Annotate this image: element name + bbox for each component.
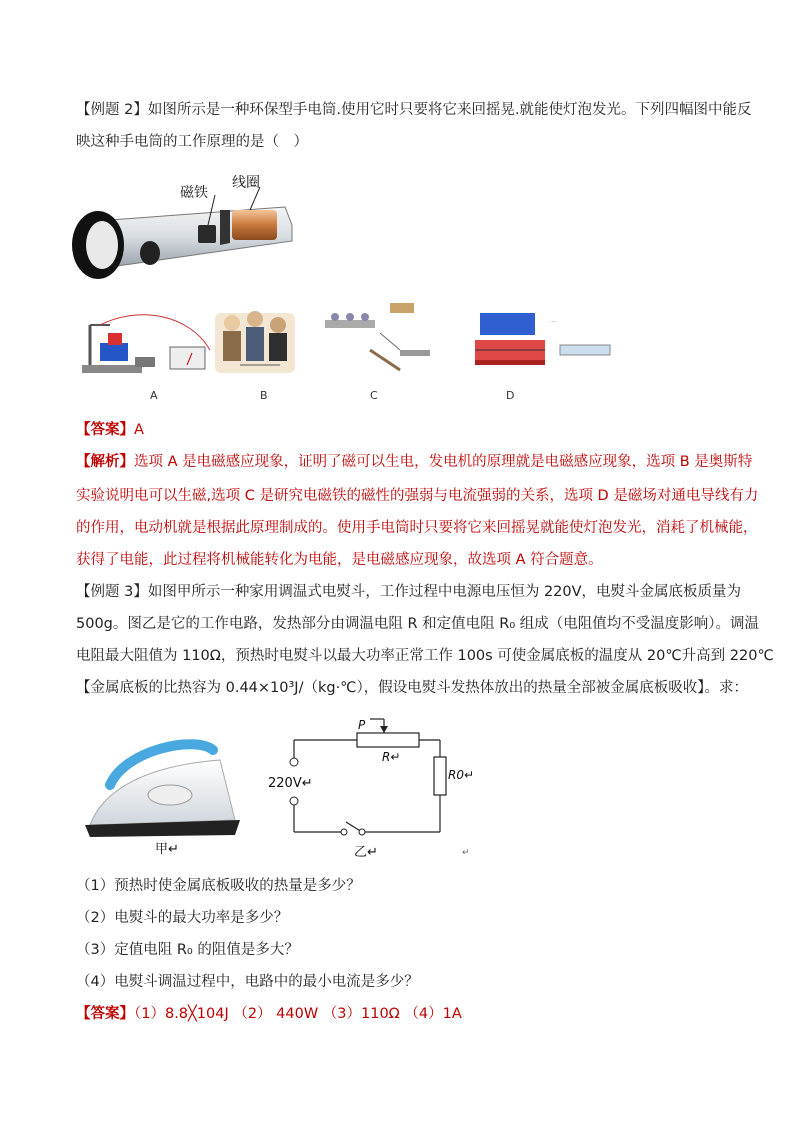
question-2: （2）电熨斗的最大功率是多少？ <box>76 910 289 926</box>
example3-answer: 【答案】（1）8.8╳104J （2） 440W （3）110Ω （4）1A <box>76 1006 462 1022</box>
option-d-label: D <box>506 389 515 402</box>
fig-yi-label: 乙↵ <box>354 845 378 860</box>
resistor-r0-label: R0↵ <box>448 768 472 782</box>
example3-question-line2: 500g。图乙是它的工作电路，发热部分由调温电阻 R 和定值电阻 R₀ 组成（电阻值均不受温度影响）。调温 <box>76 616 760 632</box>
question-3: （3）定值电阻 R₀ 的阻值是多大？ <box>76 942 299 958</box>
iron-figure <box>85 725 245 855</box>
example2-analysis-line2: 实验说明电可以生磁,选项 C 是研究电磁铁的磁性的强弱与电流强弱的关系，选项 D 是磁场对通电导线有力 <box>76 488 759 504</box>
question-4: （4）电熨斗调温过程中，电路中的最小电流是多少？ <box>76 974 419 990</box>
coil-label: 线圈 <box>232 175 260 191</box>
example2-analysis-line3: 的作用，电动机就是根据此原理制成的。使用手电筒时只要将它来回摇晃就能使灯泡发光，消耗了机械能， <box>76 520 758 536</box>
example2-question-line2: 映这种手电筒的工作原理的是（ ） <box>76 134 308 150</box>
option-b-label: B <box>260 389 268 402</box>
option-a-label: A <box>150 389 158 402</box>
question-1: （1）预热时使金属底板吸收的热量是多少？ <box>76 878 361 894</box>
slider-p-label: P <box>358 718 366 732</box>
option-d-figure <box>475 313 610 365</box>
example2-question-line1: 【例题 2】如图所示是一种环保型手电筒.使用它时只要将它来回摇晃.就能使灯泡发光。下列四幅图中能反 <box>76 102 752 118</box>
svg-text:····: ···· <box>550 319 557 325</box>
example3-question-line1: 【例题 3】如图甲所示一种家用调温式电熨斗，工作过程中电源电压恒为 220V，电熨斗金属底板质量为 <box>76 584 742 600</box>
stray-return-mark: ↵ <box>462 848 470 858</box>
example3-question-line4: 【金属底板的比热容为 0.44×10³J/（kg·℃），假设电熨斗发热体放出的热量全部被金属底板吸收】。求： <box>76 680 748 696</box>
flashlight-figure <box>70 165 300 280</box>
voltage-label: 220V↵ <box>268 776 313 791</box>
example2-answer: 【答案】A <box>76 422 144 438</box>
example2-analysis-line1: 【解析】选项 A 是电磁感应现象，证明了磁可以生电，发电机的原理就是电磁感应现象，选项 B 是奥斯特 <box>76 454 753 470</box>
circuit-figure <box>262 715 472 860</box>
example2-tag: 【例题 2】 <box>76 102 148 118</box>
magnet-label: 磁铁 <box>180 185 208 201</box>
option-c-figure <box>325 303 430 370</box>
example3-question-line3: 电阻最大阻值为 110Ω，预热时电熨斗以最大功率正常工作 100s 可使金属底板的温度从 20℃升高到 220℃ <box>76 648 774 664</box>
example3-tag: 【例题 3】 <box>76 584 148 600</box>
option-c-label: C <box>370 389 378 402</box>
option-b-figure <box>215 311 295 373</box>
example2-analysis-line4: 获得了电能，此过程将机械能转化为电能，是电磁感应现象，故选项 A 符合题意。 <box>76 552 603 568</box>
option-a-figure <box>82 315 210 373</box>
resistor-r-label: R↵ <box>382 750 401 764</box>
fig-jia-label: 甲↵ <box>155 842 179 855</box>
options-figure-row <box>80 295 620 405</box>
